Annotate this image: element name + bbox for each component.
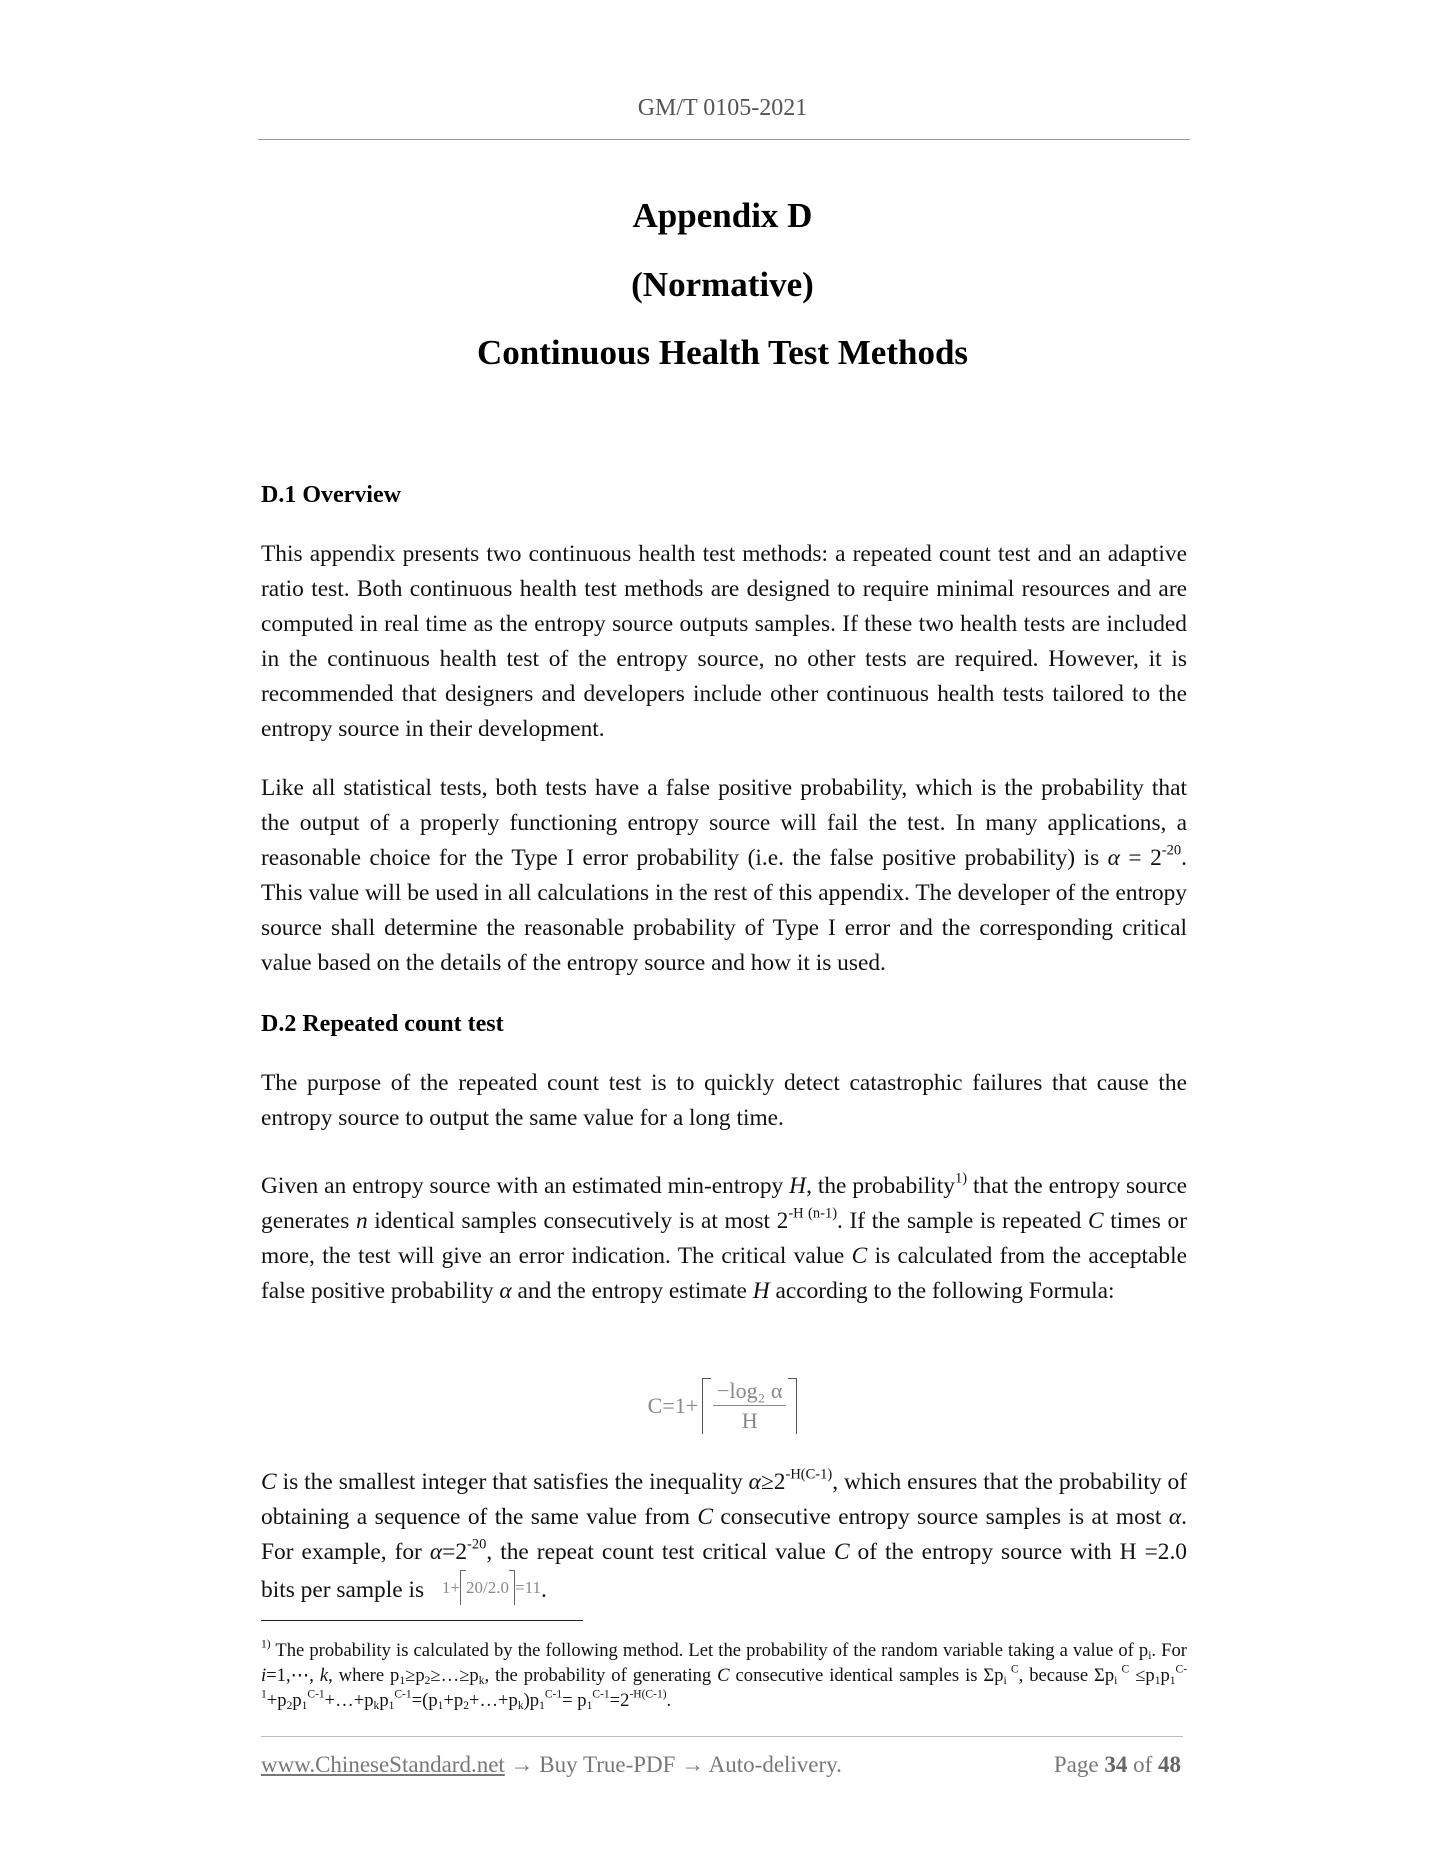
paragraph-false-positive [261, 771, 1187, 981]
paragraph-text: Like all statistical tests, both tests have a false positive probability, which is the probability that the output of a properly functioning entropy source will fail the test. In many applications, a reasonable choice for the Type I error probability (i.e. the false positive probability) is $\alpha = 2^{-20}$. This value will be used in all calculations in the rest of this appendix. The developer of the entropy source shall determine the reasonable probability of Type I error and the corresponding critical value based on the details of the entropy source and how it is used. [261, 775, 1187, 976]
footnote [261, 1638, 1187, 1713]
paragraph-text: This appendix presents two continuous health test methods: a repeated count test and an adaptive ratio test. Both continuous health test methods are designed to require minimal resources and are computed in real time as the entropy source outputs samples. If these two health tests are included in the continuous health test of the entropy source, no other tests are required. However, it is recommended that designers and developers include other continuous health tests tailored to the entropy source in their development. [261, 541, 1187, 742]
section-heading-d1: D.1 Overview [261, 482, 401, 508]
paragraph-text: The purpose of the repeated count test is to quickly detect catastrophic failures that cause the entropy source to output the same value for a long time. [261, 1070, 1187, 1131]
header-divider [258, 139, 1190, 140]
normative-label: (Normative) [631, 265, 814, 304]
formula-lhs: C=1+ [647, 1393, 699, 1418]
footnote-mark: 1) [261, 1638, 271, 1651]
document-code: GM/T 0105-2021 [637, 95, 808, 121]
critical-value-formula [0, 1378, 1445, 1434]
paragraph-purpose [261, 1066, 1187, 1136]
paragraph-overview [261, 537, 1187, 747]
page-indicator [1054, 1752, 1181, 1778]
paragraph-smallest-integer [261, 1465, 1187, 1608]
page-number: 34 [1104, 1752, 1128, 1777]
paragraph-text: C is the smallest integer that satisfies the inequality $\alpha\ge 2^{-H(C-1)}$, which ensures that the probability of obtaining a sequence of the same value from C consecutive entropy source samples is at most α. For example, for $\alpha=2^{-20}$, the repeat count test critical value C of the entropy source with H =2.0 bits per sample is 1+ 20/2.0 =11. [261, 1466, 1187, 1603]
formula-ceiling-fraction [702, 1378, 797, 1434]
appendix-title: Continuous Health Test Methods [476, 333, 969, 372]
of-label: of [1133, 1752, 1153, 1777]
example-formula: 1+ 20/2.0 =11 [442, 1578, 541, 1597]
formula-numerator: −log₂ α [713, 1378, 786, 1406]
section-heading-d2: D.2 Repeated count test [261, 1011, 504, 1037]
footnote-ref: 1) [955, 1170, 968, 1187]
footer-divider [261, 1736, 1183, 1737]
footer-promo [261, 1752, 842, 1778]
formula-denominator: H [741, 1408, 758, 1433]
appendix-label: Appendix D [632, 196, 813, 235]
total-pages: 48 [1158, 1752, 1181, 1777]
website-link[interactable]: www.ChineseStandard.net [261, 1752, 505, 1777]
footnote-divider [261, 1620, 583, 1621]
paragraph-probability [261, 1169, 1187, 1309]
footnote-text: $^{1)}$ The probability is calculated by the following method. Let the probability of the random variable taking a value of $p_i$. For i=1,⋯, k, where $p_1\ge p_2\ge\dots\ge p_k$, the probability of generating C consecutive identical samples is $\Sigma p_i$ $^C$, because $\Sigma p_i$ $^C \le p_1p_1^{C-1}+p_2p_1^{C-1}+\dots+p_kp_1^{C-1}=(p_1+p_2+\dots+p_k)p_1^{C-1}= p_1^{C-1}=2^{-H(C-1)}$. [261, 1638, 1188, 1712]
paragraph-text: Given an entropy source with an estimated min-entropy H, the probability$^{1)}$ that the entropy source generates n identical samples consecutively is at most $2^{-H (n-1)}$. If the sample is repeated C times or more, the test will give an error indication. The critical value C is calculated from the acceptable false positive probability α and the entropy estimate H according to the following Formula: [261, 1170, 1188, 1304]
page-label: Page [1053, 1752, 1099, 1777]
footer-promo-text: → Buy True-PDF → Auto-delivery. [504, 1752, 842, 1777]
